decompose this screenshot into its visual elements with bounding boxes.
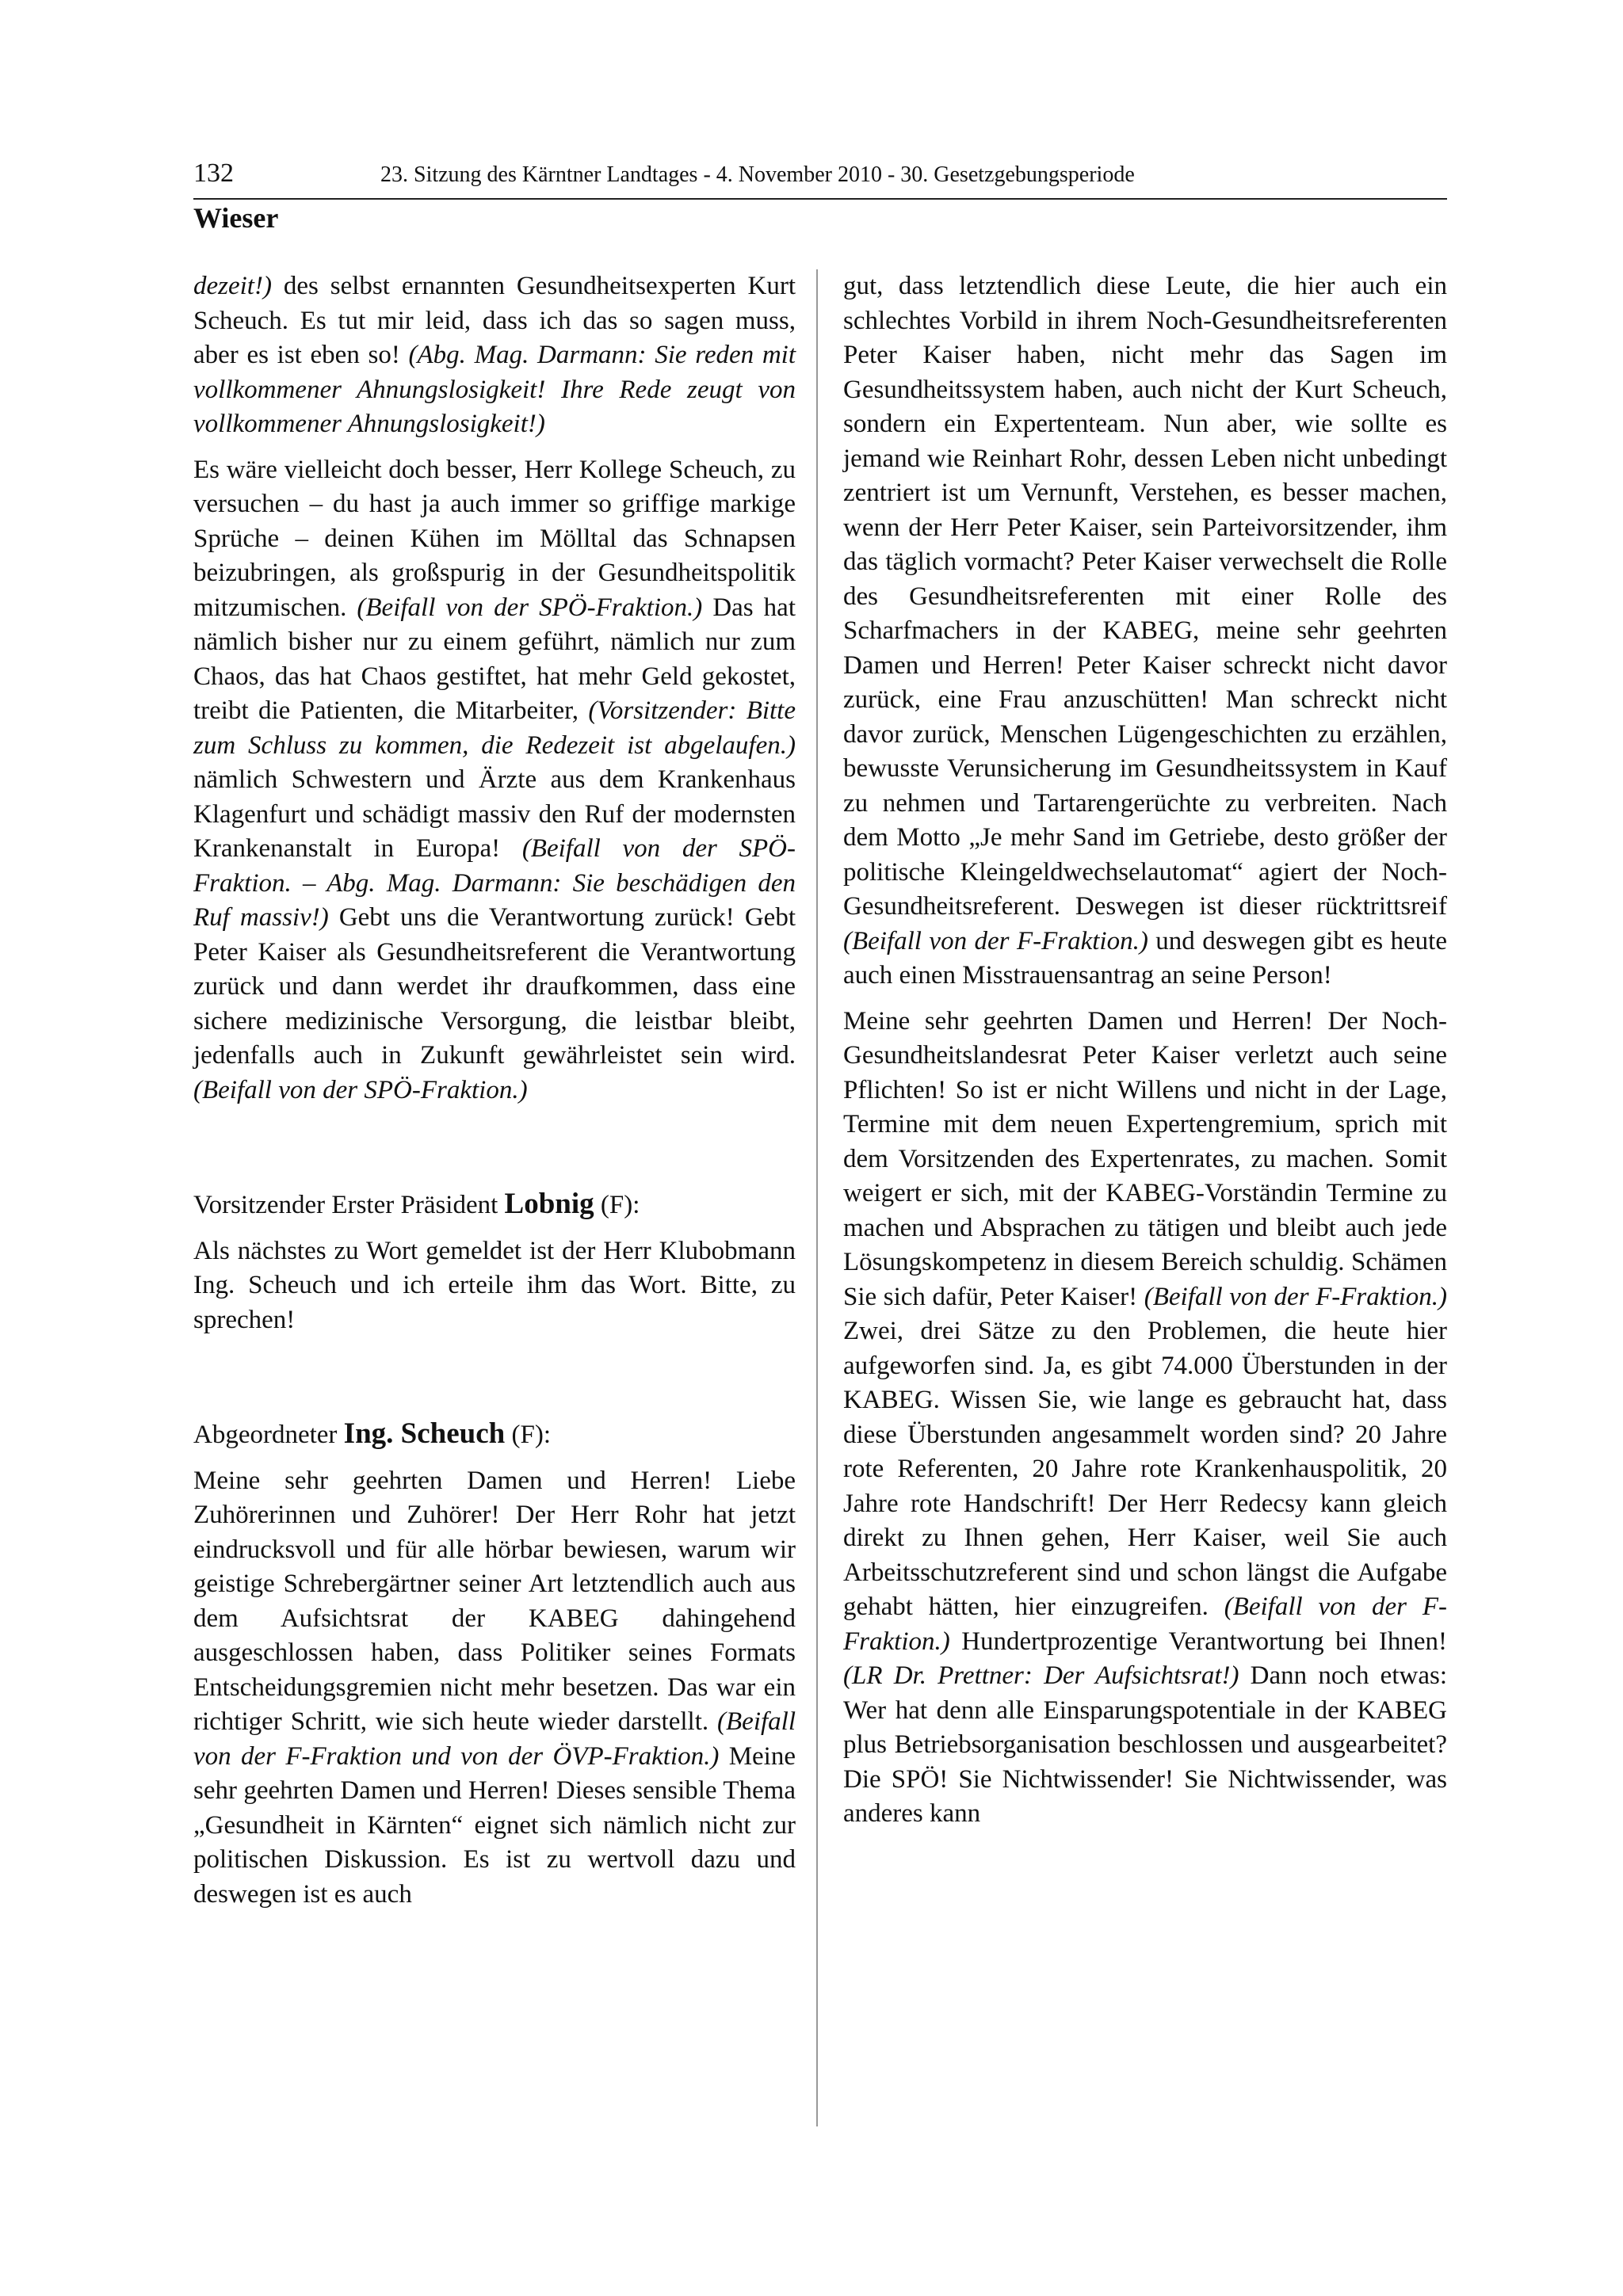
speaker-name: Ing. Scheuch [343, 1417, 506, 1450]
speaker-party: (F): [594, 1191, 640, 1219]
speech-text: Zwei, drei Sätze zu den Problemen, die heute hier aufgeworfen sind. Ja, es gibt 74.000 Überstunden in der KABEG. Wissen Sie, wie lange es gebraucht hat, dass diese Überstunden angesammelt worden sind? 20 Jahre rote Referenten, 20 Jahre rote Krankenhauspolitik, 20 Jahre rote Handschrift! Der Herr Redecsy kann gleich direkt zu Ihnen gehen, Herr Kaiser, weil Sie auch Arbeitsschutzreferent sind und schon längst die Aufgabe gehabt hätten, hier einzugreifen. [843, 1317, 1447, 1621]
interjection: (Vorsitzender: Bitte zum Schluss zu kommen, die Redezeit ist abgelaufen.) [193, 696, 796, 760]
interjection: (Beifall von der F-Fraktion.) [843, 1592, 1447, 1656]
paragraph [193, 1464, 796, 1913]
speaker-tag: Wieser [193, 202, 279, 234]
speech-text: Das hat nämlich bisher nur zu einem geführt, nämlich nur zum Chaos, das hat Chaos gestiftet, hat mehr Geld gekostet, treibt die Patienten, die Mitarbeiter, [193, 593, 796, 725]
speech-text: Meine sehr geehrten Damen und Herren! Der Noch-Gesundheitslandesrat Peter Kaiser verletzt auch seine Pflichten! So ist er nicht Willens und nicht in der Lage, Termine mit dem neuen Expertengremium, sprich mit dem Vorsitzenden des Expertenrates, zu machen. Somit weigert er sich, mit der KABEG-Vorständin Termine zu machen und Absprachen zu tätigen und bleibt auch jede Lösungskompetenz in diesem Bereich schuldig. Schämen Sie sich dafür, Peter Kaiser! [843, 1006, 1447, 1311]
speech-text: und deswegen gibt es heute auch einen Misstrauensantrag an seine Person! [843, 926, 1447, 990]
paragraph [193, 453, 796, 1108]
column-divider [816, 269, 818, 2126]
speaker-role: Abgeordneter [193, 1421, 344, 1449]
speaker-heading [193, 1417, 796, 1453]
speech-text: gut, dass letztendlich diese Leute, die hier auch ein schlechtes Vorbild in ihrem Noch-Gesundheitsreferenten Peter Kaiser haben, nicht mehr das Sagen im Gesundheitssystem haben, auch nicht der Kurt Scheuch, sondern ein Expertenteam. Nun aber, wie sollte es jemand wie Reinhart Rohr, dessen Leben nicht unbedingt zentriert ist um Vernunft, Verstehen, es besser machen, wenn der Herr Peter Kaiser, sein Parteivorsitzender, ihm das täglich vormacht? Peter Kaiser verwechselt die Rolle des Gesundheitsreferenten mit einer Rolle des Scharfmachers in der KABEG, meine sehr geehrten Damen und Herren! Peter Kaiser schreckt nicht davor zurück, eine Frau anzuschütten! Man schreckt nicht davor zurück, Menschen Lügengeschichten zu erzählen, bewusste Verunsicherung im Gesundheitssystem in Kauf zu nehmen und Tartarengerüchte zu verbreiten. Nach dem Motto „Je mehr Sand im Getriebe, desto größer der politische Kleingeldwechselautomat“ agiert der Noch-Gesundheitsreferent. Deswegen ist dieser rücktrittsreif [843, 272, 1447, 921]
left-column [193, 269, 796, 1923]
speech-text: nämlich Schwestern und Ärzte aus dem Krankenhaus Klagenfurt und schädigt massiv den Ruf der modernsten Krankenanstalt in Europa! [193, 765, 796, 863]
paragraph [193, 269, 796, 442]
spacer [193, 1119, 796, 1187]
speaker-party: (F): [505, 1421, 551, 1449]
speaker-heading [193, 1187, 796, 1223]
interjection: (Beifall von der F-Fraktion.) [1144, 1282, 1447, 1311]
interjection: (Beifall von der SPÖ-Fraktion.) [357, 593, 703, 622]
paragraph [193, 1234, 796, 1338]
interjection: (Beifall von der SPÖ-Fraktion.) [193, 1075, 528, 1104]
running-title: 23. Sitzung des Kärntner Landtages - 4. November 2010 - 30. Gesetzgebungsperiode [380, 162, 1135, 187]
right-column [843, 269, 1447, 1843]
speech-text: Meine sehr geehrten Damen und Herren! Dieses sensible Thema „Gesundheit in Kärnten“ eignet sich nämlich nicht zur politischen Diskussion. Es ist zu wertvoll dazu und deswegen ist es auch [193, 1741, 796, 1909]
paragraph [843, 1005, 1447, 1832]
interjection: (LR Dr. Prettner: Der Aufsichtsrat!) [843, 1661, 1239, 1690]
speech-text: Hundertprozentige Verantwortung bei Ihnen! [949, 1627, 1447, 1656]
paragraph [843, 269, 1447, 994]
interjection: (Abg. Mag. Darmann: Sie reden mit vollkommener Ahnungslosigkeit! Ihre Rede zeugt von vollkommener Ahnungslosigkeit!) [193, 341, 796, 438]
speech-text: Als nächstes zu Wort gemeldet ist der Herr Klubobmann Ing. Scheuch und ich erteile ihm das Wort. Bitte, zu sprechen! [193, 1236, 796, 1334]
speech-text: Gebt uns die Verantwortung zurück! Gebt Peter Kaiser als Gesundheitsreferent die Verantwortung zurück und dann werdet ihr draufkommen, dass eine sichere medizinische Versorgung, die leistbar bleibt, jedenfalls auch in Zukunft gewährleistet sein wird. [193, 903, 796, 1070]
page-number: 132 [193, 158, 234, 188]
speaker-role: Vorsitzender Erster Präsident [193, 1191, 505, 1219]
spacer [193, 1348, 796, 1417]
interjection: (Beifall von der SPÖ-Fraktion. – Abg. Mag. Darmann: Sie beschädigen den Ruf massiv!) [193, 834, 796, 932]
speech-text: Es wäre vielleicht doch besser, Herr Kollege Scheuch, zu versuchen – du hast ja auch immer so griffige markige Sprüche – deinen Kühen im Mölltal das Schnapsen beizubringen, als großspurig in der Gesundheitspolitik mitzumischen. [193, 455, 796, 622]
speech-text: des selbst ernannten Gesundheitsexperten Kurt Scheuch. Es tut mir leid, dass ich das so sagen muss, aber es ist eben so! [193, 272, 796, 369]
speaker-name: Lobnig [504, 1188, 594, 1220]
interjection: (Beifall von der F-Fraktion.) [843, 926, 1148, 955]
speech-text: Meine sehr geehrten Damen und Herren! Liebe Zuhörerinnen und Zuhörer! Der Herr Rohr hat jetzt eindrucksvoll und für alle hörbar bewiesen, warum wir geistige Schrebergärtner seiner Art letztendlich auch aus dem Aufsichtsrat der KABEG dahingehend ausgeschlossen haben, dass Politiker seines Formats Entscheidungsgremien nicht mehr besetzen. Das war ein richtiger Schritt, wie sich heute wieder darstellt. [193, 1466, 796, 1736]
page-header [193, 154, 1447, 200]
interjection: (Beifall von der F-Fraktion und von der ÖVP-Fraktion.) [193, 1707, 796, 1771]
speech-text: Dann noch etwas: Wer hat denn alle Einsparungspotentiale in der KABEG plus Betriebsorganisation beschlossen und ausgearbeitet? Die SPÖ! Sie Nichtwissender! Sie Nichtwissender, was anderes kann [843, 1661, 1447, 1828]
interjection: dezeit!) [193, 272, 272, 300]
